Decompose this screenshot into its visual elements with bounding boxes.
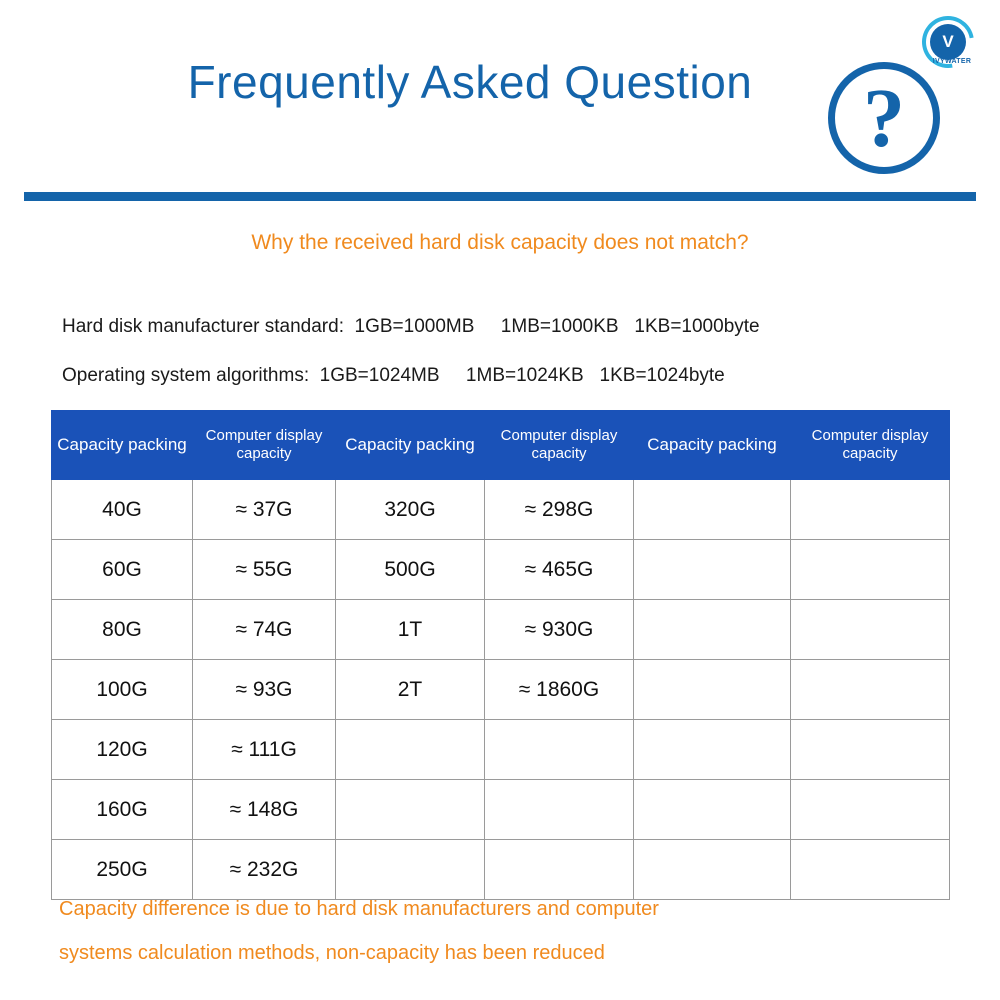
- table-header-row: [52, 411, 950, 480]
- table-row: [52, 780, 950, 840]
- table-row: [52, 600, 950, 660]
- footer-note-line-1: Capacity difference is due to hard disk manufacturers and computer: [59, 898, 659, 920]
- table-cell: ≈ 111G: [193, 720, 336, 780]
- table-cell: ≈ 74G: [193, 600, 336, 660]
- table-cell: ≈ 232G: [193, 840, 336, 900]
- footer-note-line-2: systems calculation methods, non-capacity has been reduced: [59, 942, 605, 964]
- table-cell: ≈ 55G: [193, 540, 336, 600]
- table-cell: [634, 480, 791, 540]
- table-header-cell: Capacity packing: [634, 411, 791, 480]
- table-row: [52, 480, 950, 540]
- table-cell: [634, 600, 791, 660]
- page-header: [0, 0, 1000, 190]
- table-row: [52, 660, 950, 720]
- table-cell: 160G: [52, 780, 193, 840]
- table-cell: 100G: [52, 660, 193, 720]
- table-cell: [791, 840, 950, 900]
- table-cell: 500G: [336, 540, 485, 600]
- standard-line-manufacturer: Hard disk manufacturer standard: 1GB=1000MB 1MB=1000KB 1KB=1000byte: [62, 316, 760, 337]
- table-cell: 2T: [336, 660, 485, 720]
- brand-watermark-logo: [908, 14, 990, 76]
- table-cell: [336, 720, 485, 780]
- table-cell: [634, 840, 791, 900]
- table-cell: 60G: [52, 540, 193, 600]
- table-row: [52, 840, 950, 900]
- table-row: [52, 540, 950, 600]
- capacity-table: [51, 410, 950, 900]
- table-cell: 120G: [52, 720, 193, 780]
- table-header-cell: Capacity packing: [52, 411, 193, 480]
- table-cell: 80G: [52, 600, 193, 660]
- watermark-badge: V: [930, 24, 966, 60]
- table-cell: ≈ 465G: [485, 540, 634, 600]
- table-cell: [634, 780, 791, 840]
- table-row: [52, 720, 950, 780]
- table-cell: [791, 660, 950, 720]
- table-cell: [336, 840, 485, 900]
- table-header-cell: Computer display capacity: [485, 411, 634, 480]
- table-cell: [791, 540, 950, 600]
- table-cell: ≈ 37G: [193, 480, 336, 540]
- faq-question: Why the received hard disk capacity does not match?: [251, 231, 749, 254]
- table-cell: 40G: [52, 480, 193, 540]
- table-cell: ≈ 93G: [193, 660, 336, 720]
- table-header-cell: Computer display capacity: [791, 411, 950, 480]
- table-cell: 250G: [52, 840, 193, 900]
- table-cell: [634, 540, 791, 600]
- capacity-table-wrapper: [51, 410, 949, 900]
- table-cell: [485, 840, 634, 900]
- table-cell: [485, 780, 634, 840]
- table-cell: 320G: [336, 480, 485, 540]
- table-cell: [791, 600, 950, 660]
- watermark-label: IVYWATER: [932, 58, 972, 65]
- page-title: Frequently Asked Question: [187, 56, 753, 108]
- table-cell: ≈ 298G: [485, 480, 634, 540]
- table-cell: 1T: [336, 600, 485, 660]
- table-cell: [791, 480, 950, 540]
- table-cell: ≈ 1860G: [485, 660, 634, 720]
- table-cell: [791, 720, 950, 780]
- table-header-cell: Capacity packing: [336, 411, 485, 480]
- table-header-cell: Computer display capacity: [193, 411, 336, 480]
- table-cell: ≈ 148G: [193, 780, 336, 840]
- table-cell: [791, 780, 950, 840]
- header-divider: [24, 192, 976, 201]
- table-cell: [336, 780, 485, 840]
- question-mark-icon: ?: [828, 62, 940, 174]
- standard-line-os: Operating system algorithms: 1GB=1024MB 1MB=1024KB 1KB=1024byte: [62, 365, 725, 386]
- table-cell: [634, 660, 791, 720]
- table-cell: ≈ 930G: [485, 600, 634, 660]
- table-cell: [634, 720, 791, 780]
- table-cell: [485, 720, 634, 780]
